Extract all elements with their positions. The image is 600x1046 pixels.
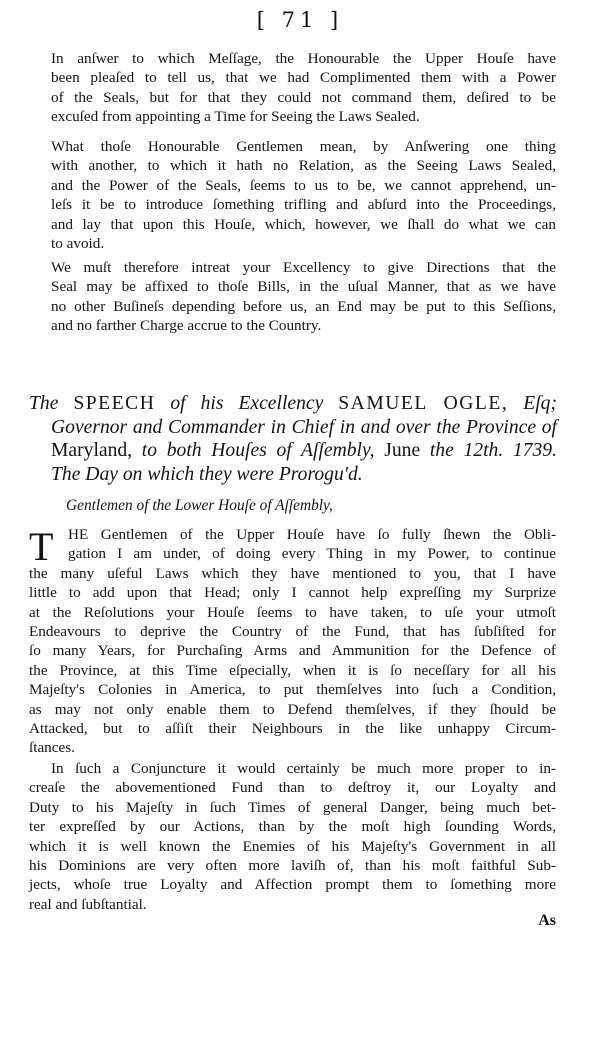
text-line: the many uſeful Laws which they have mentioned to you, that I have [29,564,556,582]
text-line: ter expreſſed by our Actions, than by the moſt high ſounding Words, [29,818,556,836]
text-line: HE Gentlemen of the Upper Houſe have ſo fully ſhewn the Obli- [68,526,556,543]
title-text: Eſq; [508,393,557,414]
paragraph-intreat [29,258,556,336]
text-line: at the Reſolutions your Houſe ſeems to have taken, to uſe your utmoſt [29,603,556,621]
text-line: Majeſty's Colonies in America, to put themſelves into ſuch a Condition, [29,681,556,699]
title-text: of his Excellency [155,393,339,414]
text-line: ſtances. [29,739,75,757]
title-text: The [29,393,74,414]
title-line: The Day on which they were Prorogu'd. [51,463,363,485]
text-line: We muſt therefore intreat your Excellency to give Directions that the [51,259,556,276]
text-line: with another, to which it hath no Relation, as the Seeing Laws Sealed, [51,157,556,175]
text-line: Seal may be affixed to thoſe Bills, in the uſual Manner, that as we have [51,278,556,296]
text-line: real and ſubſtantial. [29,895,147,913]
text-line: What thoſe Honourable Gentlemen mean, by Anſwering one thing [51,138,556,155]
text-line: ſo many Years, for Purchaſing Arms and Ammunition for the Defence of [29,642,556,660]
text-line: In anſwer to which Meſſage, the Honourable the Upper Houſe have [51,50,556,67]
title-date: the 12th. 1739. [420,440,557,461]
speech-title [29,392,557,486]
province-name: Maryland, [51,440,133,461]
text-line: his Dominions are very often more laviſh of, than his moſt faithful Sub- [29,857,556,875]
catchword: As [538,912,556,929]
text-line: as may not only enable them to Defend themſelves, if they ſhould be [29,700,556,718]
text-line: and no farther Charge accrue to the Country. [51,317,322,335]
page-number: [ 71 ] [256,8,344,32]
text-line: been pleaſed to tell us, that we had Complimented them with a Power [51,69,556,87]
title-text: to both Houſes of Aſſembly, [132,440,385,461]
governor-name: SAMUEL OGLE, [338,393,509,414]
text-line: no other Buſineſs depending before us, an End may be put to this Seſſions, [51,297,556,315]
text-line: the Province, at this Time eſpecially, when it is ſo neceſſary for all his [29,661,556,679]
speech-paragraph [29,525,556,758]
paragraph-gentlemen-mean [29,137,556,253]
text-line: Duty to his Majeſty in ſuch Times of general Danger, being much bet- [29,798,556,816]
text-line: Endeavours to deprive the Country of the Fund, that has ſubſiſted for [29,623,556,641]
paragraph-conjuncture [29,759,556,914]
text-line: In ſuch a Conjuncture it would certainly be much more proper to in- [51,760,556,777]
text-line: of the Seals, but for that they could not command them, deſired to be [51,88,556,106]
text-line: jects, whoſe true Loyalty and Affection prompt them to ſomething more [29,876,556,894]
text-line: and the Power of the Seals, ſeems to us to be, we cannot apprehend, un- [51,176,556,194]
title-speech-word: SPEECH [73,393,156,414]
salutation: Gentlemen of the Lower Houſe of Aſſembly, [66,497,333,514]
text-line: which it is well known the Enemies of his Majeſty's Government in all [29,837,556,855]
title-line [29,439,557,463]
drop-cap: T [29,524,54,569]
text-line: gation I am under, of doing every Thing in my Power, to continue [68,545,556,563]
text-line: excuſed from appointing a Time for Seeing the Laws Sealed. [51,108,420,126]
paragraph-answer [29,49,556,127]
text-line: to avoid. [51,235,105,253]
text-line: Attacked, but to aſſiſt their Neighbours in the like unhappy Circum- [29,720,556,738]
text-line: leſs it be to introduce ſomething trifling and abſurd into the Proceedings, [51,196,556,214]
title-line: Governor and Commander in Chief in and over the Province of [51,416,557,438]
text-line: little to add upon that Head; only I cannot help expreſſing my Surprize [29,584,556,602]
title-month: June [384,440,421,461]
text-line: and lay that upon this Houſe, which, however, we ſhall do what we can [51,215,556,233]
text-line: creaſe the abovementioned Fund than to deſtroy it, our Loyalty and [29,779,556,797]
title-line [29,392,557,416]
